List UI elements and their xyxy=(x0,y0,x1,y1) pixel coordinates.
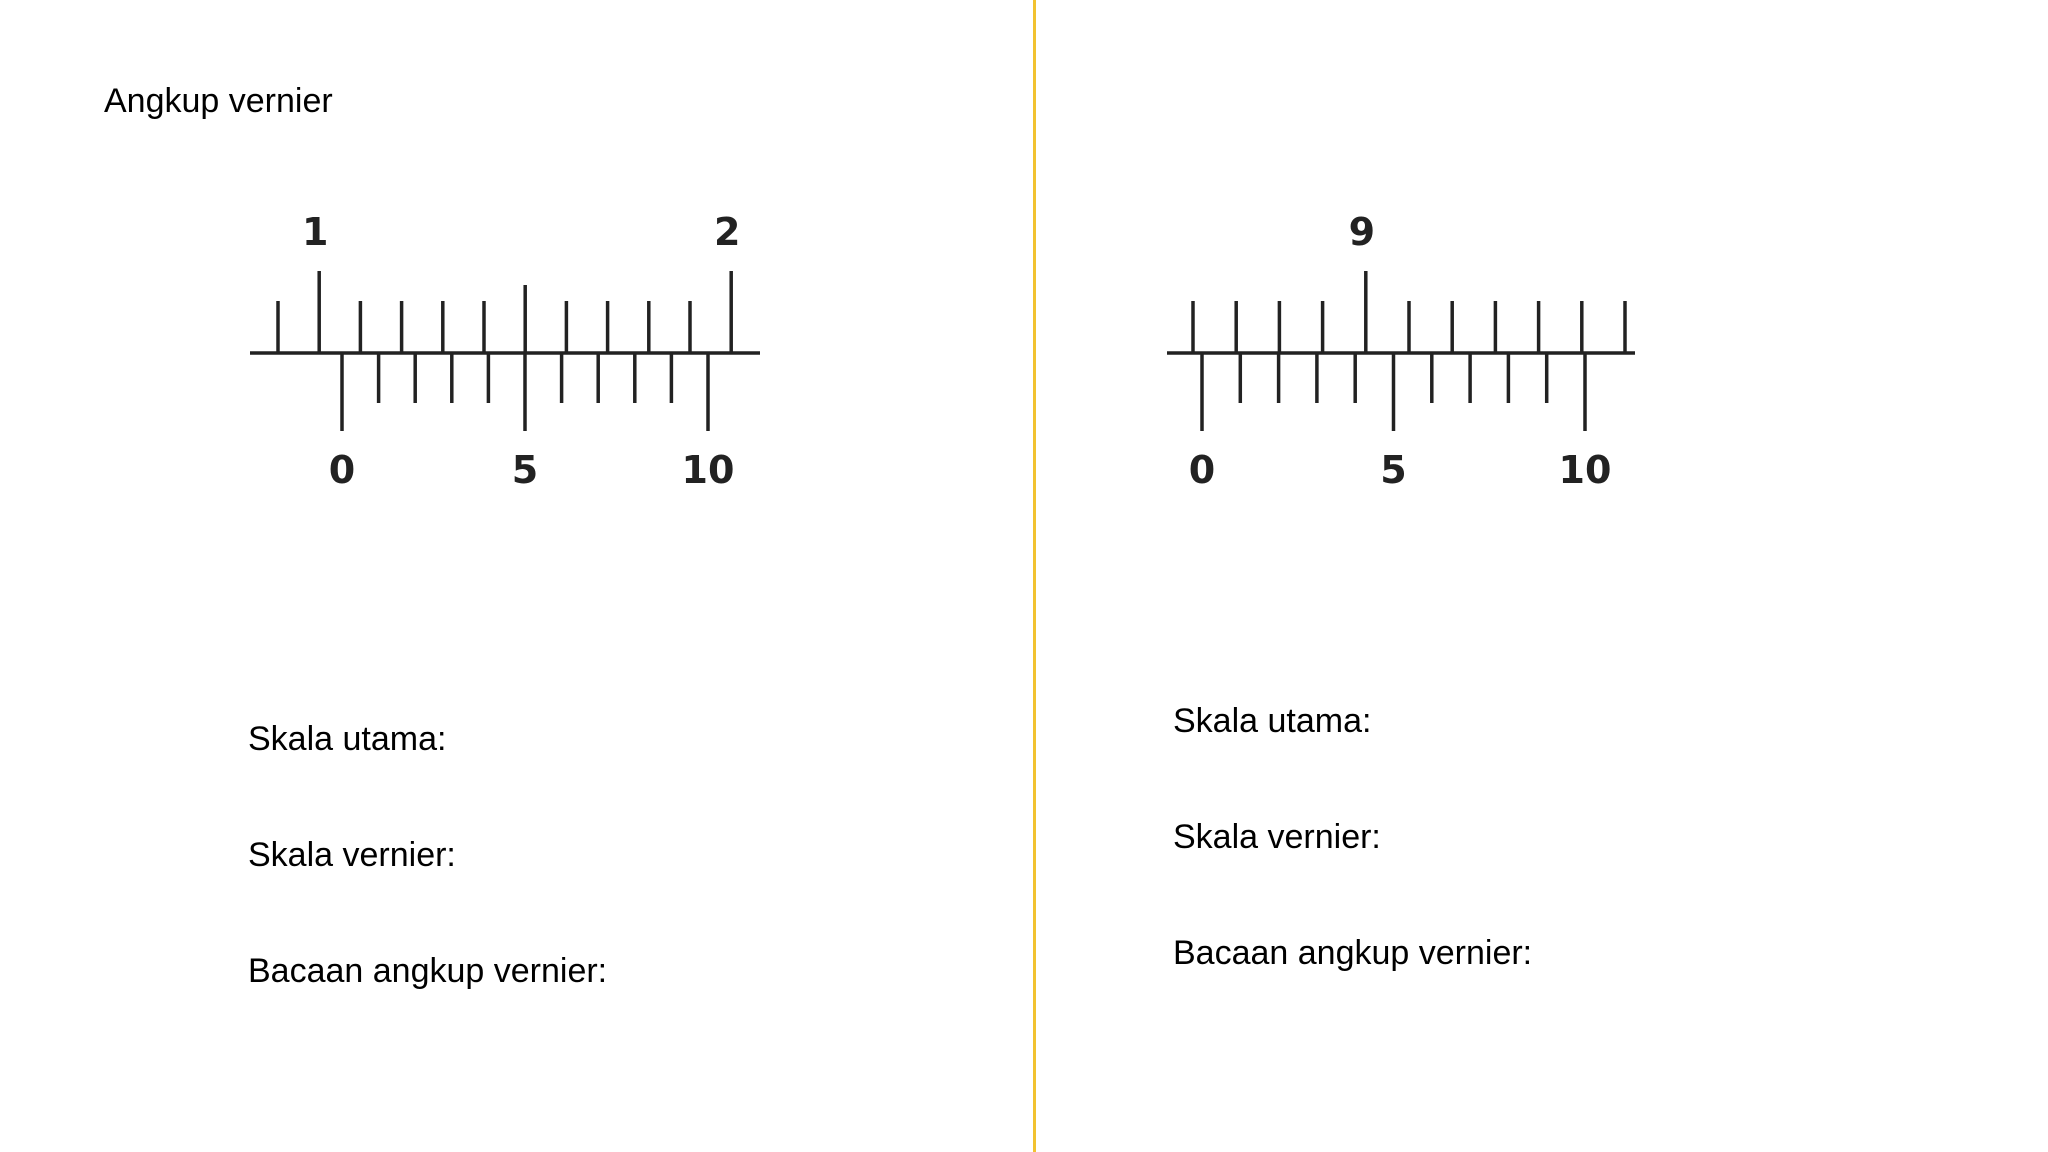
vernier-scale-label: 0 xyxy=(328,448,356,492)
vernier-scale-label: 5 xyxy=(1380,448,1407,492)
vernier-reading-label: Bacaan angkup vernier: xyxy=(1173,934,1533,972)
vernier-scale-label: Skala vernier: xyxy=(1173,818,1381,856)
main-scale-label: Skala utama: xyxy=(248,720,447,758)
vernier-reading-label: Bacaan angkup vernier: xyxy=(248,952,608,990)
reading-fields-right xyxy=(1173,702,1532,1050)
vernier-scale-diagram-left xyxy=(230,185,790,525)
reading-fields-left xyxy=(248,720,607,1068)
vernier-scale-label: 10 xyxy=(1558,448,1612,492)
vernier-scale-diagram-right xyxy=(1155,185,1675,525)
slide-title: Angkup vernier xyxy=(104,82,333,120)
vernier-scale-label: Skala vernier: xyxy=(248,836,456,874)
main-scale-label: 1 xyxy=(301,210,329,254)
column-divider xyxy=(1033,0,1036,1152)
main-scale-label: 9 xyxy=(1348,210,1376,254)
vernier-scale-label: 10 xyxy=(681,448,735,492)
main-scale-label: 2 xyxy=(713,210,741,254)
vernier-scale-label: 5 xyxy=(511,448,539,492)
main-scale-label: Skala utama: xyxy=(1173,702,1372,740)
vernier-scale-label: 0 xyxy=(1188,448,1216,492)
